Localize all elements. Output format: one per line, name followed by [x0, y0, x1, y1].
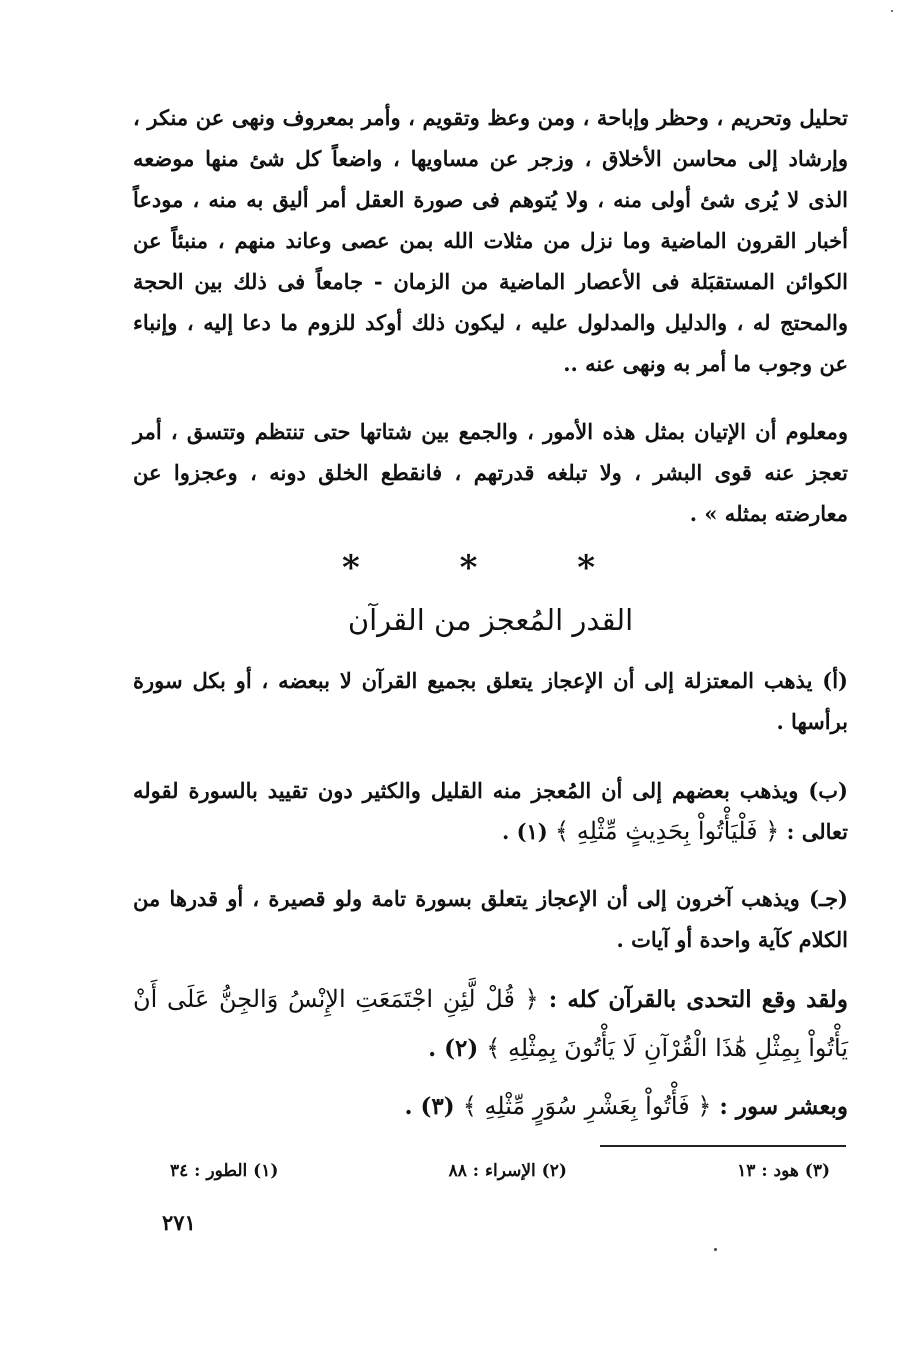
footnote-1: (١) الطور : ٣٤ [170, 1161, 279, 1181]
challenge-intro: ولقد وقع التحدى بالقرآن كله : [548, 986, 848, 1013]
point-b [133, 770, 848, 852]
point-c: (جـ) ويذهب آخرون إلى أن الإعجاز يتعلق بسورة تامة ولو قصيرة ، أو قدرها من الكلام كآية واحدة أو آيات . [133, 886, 848, 952]
paragraph-2: ومعلوم أن الإتيان بمثل هذه الأمور ، والجمع بين شتاتها حتى تنتظم وتتسق ، أمر تعجز عنه قوى البشر ، ولا تبلغه قدرتهم ، فانقطع الخلق دونه ، وعجزوا عن معارضته بمثله » . [133, 419, 848, 526]
scan-speck [891, 10, 893, 12]
footnotes [170, 1156, 830, 1186]
paragraph-1: تحليل وتحريم ، وحظر وإباحة ، ومن وعظ وتقويم ، وأمر بمعروف ونهى عن منكر ، وإرشاد إلى محاسن الأخلاق ، وزجر عن مساويها ، واضعاً كل شئ منها موضعه الذى لا يُرى شئ أولى منه ، ولا يُتوهم فى صورة العقل أمر أليق به منه ، مودعاً أخبار القرون الماضية وما نزل من مثلات الله بمن عصى وعاند منهم ، منبئاً عن الكوائن المستقبَلة فى الأعصار الماضية من الزمان - جامعاً فى ذلك بين الحجة والمحتج له ، والدليل والمدلول عليه ، ليكون ذلك أوكد للزوم ما دعا إليه ، وإنباء عن وجوب ما أمر به ونهى عنه .. [133, 105, 848, 376]
footnote-ref-1: (١) . [501, 819, 548, 844]
ten-surahs-paragraph [133, 1086, 848, 1127]
quran-verse-challenge: ﴿ قُلْ لَّئِنِ اجْتَمَعَتِ الإِنْسُ وَالجِنُّ عَلَى أَنْ يَأْتُواْ بِمِثْلِ هَٰذَا الْقُرْآنِ لَا يَأْتُونَ بِمِثْلِهِ ﴾ [133, 985, 848, 1062]
ten-surahs-intro: وبعشر سور : [719, 1093, 848, 1120]
section-divider-stars: * * * [341, 548, 639, 588]
footnote-ref-2: (٢) . [428, 1035, 479, 1062]
page-number: ٢٧١ [162, 1210, 196, 1235]
point-b-text: (ب) ويذهب بعضهم إلى أن المُعجز منه القليل والكثير دون تقييد بالسورة لقوله تعالى : [133, 778, 848, 844]
quran-verse-b: ﴿ فَلْيَأْتُواْ بِحَدِيثٍ مِّثْلِهِ ﴾ [555, 817, 780, 845]
challenge-paragraph [133, 975, 848, 1073]
footnote-separator [600, 1145, 846, 1147]
scan-speck [714, 1248, 717, 1251]
footnote-2: (٢) الإسراء : ٨٨ [448, 1161, 567, 1181]
point-a: (أ) يذهب المعتزلة إلى أن الإعجاز يتعلق بجميع القرآن لا ببعضه ، أو بكل سورة برأسها . [133, 668, 848, 734]
footnote-ref-3: (٣) . [404, 1093, 455, 1120]
quran-verse-ten-surahs: ﴿ فَأْتُواْ بِعَشْرِ سُوَرٍ مِّثْلِهِ ﴾ [462, 1092, 712, 1120]
section-heading: القدر المُعجز من القرآن [347, 603, 634, 637]
footnote-3: (٣) هود : ١٣ [737, 1161, 830, 1181]
